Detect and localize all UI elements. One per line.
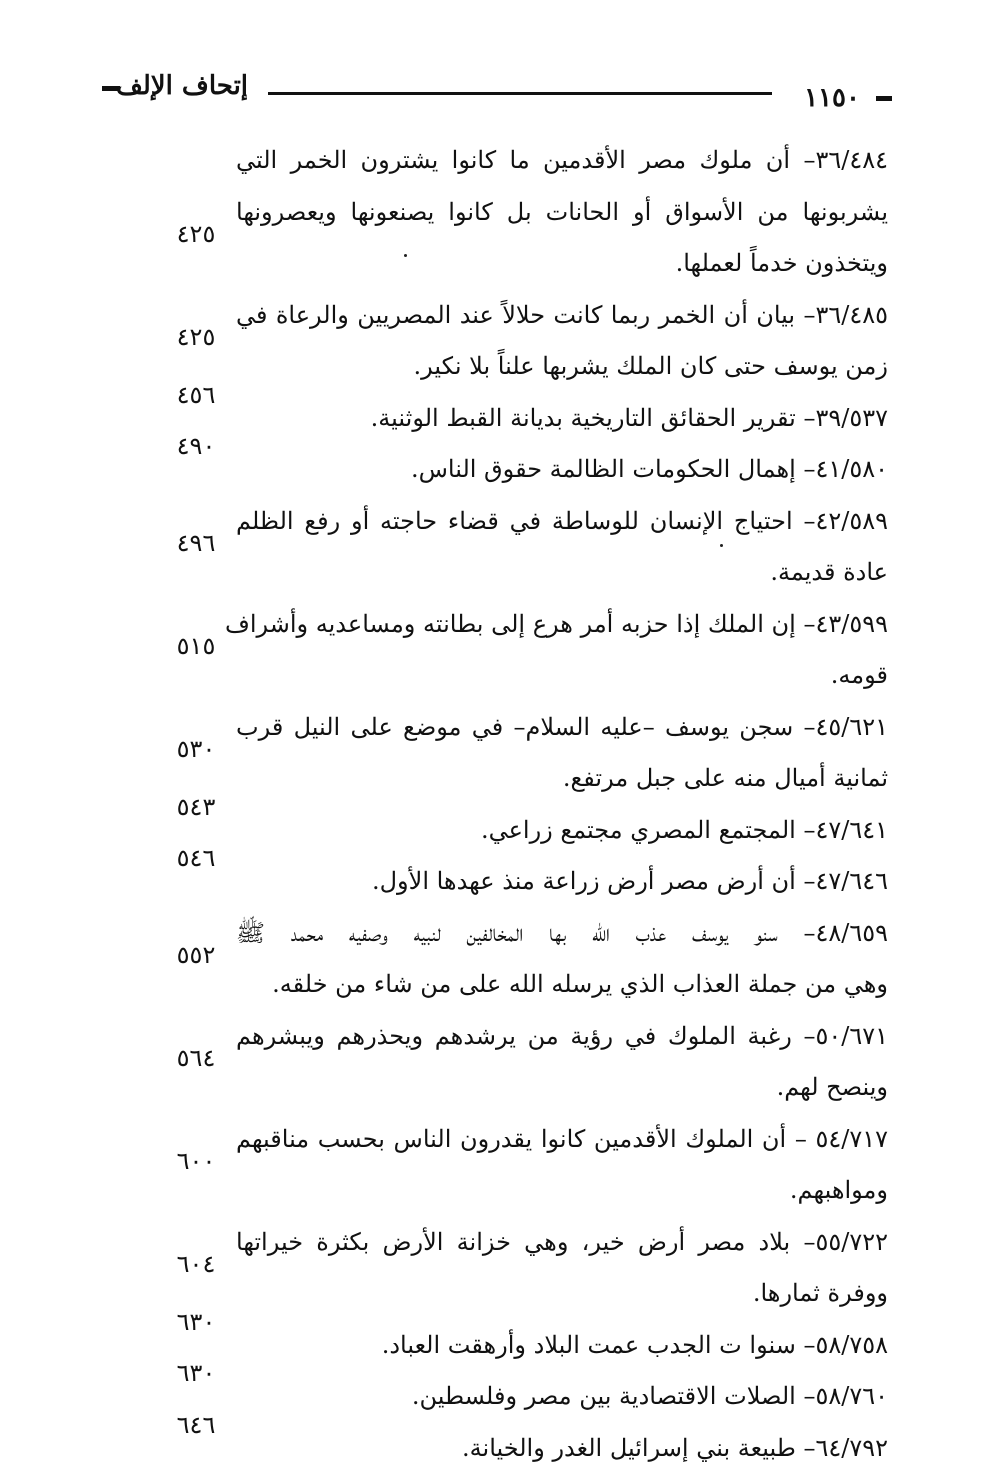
index-entry-line: زمن يوسف حتى كان الملك يشربها علناً بلا نكير. <box>413 352 888 380</box>
index-entry-line: ٤٨/٦٥٩– سنو يوسف عذب الله بها المخالفين لنبيه وصفيه محمد ﷺ <box>236 918 888 947</box>
index-entry-line: وهي من جملة العذاب الذي يرسله الله على من شاء من خلقه. <box>272 970 888 998</box>
index-entry-page-number: ٥٣٠ <box>176 735 216 763</box>
index-entry-page-number: ٦٠٠ <box>176 1147 216 1175</box>
index-entry-page-number: ٦٣٠ <box>176 1307 216 1336</box>
index-entry-line: ٤٥/٦٢١– سجن يوسف –عليه السلام– في موضع على النيل قرب <box>236 712 888 741</box>
index-entry-line: ٥٨/٧٦٠– الصلات الاقتصادية بين مصر وفلسطين. <box>411 1382 888 1410</box>
index-entry-page-number: ٤٢٥ <box>176 220 216 248</box>
header-dash-right <box>876 96 892 101</box>
index-entry-line: ٣٩/٥٣٧– تقرير الحقائق التاريخية بديانة القبط الوثنية. <box>370 403 888 432</box>
scan-speck <box>404 254 407 257</box>
index-entry-page-number: ٤٥٦ <box>176 380 216 409</box>
page-number: ١١٥٠ <box>804 83 860 113</box>
running-header-title: إتحاف الإلف <box>115 71 249 101</box>
index-entry-line: ٥٨/٧٥٨– سنوا ت الجدب عمت البلاد وأرهقت العباد. <box>381 1330 888 1359</box>
index-entry-line: قومه. <box>830 661 888 689</box>
index-entry-line: ٣٦/٤٨٥– بيان أن الخمر ربما كانت حلالاً عند المصريين والرعاة في <box>236 300 888 329</box>
index-entry-page-number: ٦٣٠ <box>176 1359 216 1387</box>
index-entry-page-number: ٤٢٥ <box>176 323 216 351</box>
index-entry-line: ٣٦/٤٨٤– أن ملوك مصر الأقدمين ما كانوا يشترون الخمر التي <box>236 146 888 174</box>
index-entry-line: ووفرة ثمارها. <box>752 1279 888 1307</box>
index-entry-line: عادة قديمة. <box>770 558 888 586</box>
index-entry-page-number: ٥٦٤ <box>176 1044 216 1072</box>
index-entry-line: ٤٢/٥٨٩– احتياج الإنسان للوساطة في قضاء حاجته أو رفع الظلم <box>236 506 889 535</box>
index-entry-line: ٥٠/٦٧١– رغبة الملوك في رؤية من يرشدهم ويحذرهم ويبشرهم <box>236 1021 888 1050</box>
index-entry-page-number: ٥١٥ <box>176 632 216 660</box>
header-rule <box>268 92 772 95</box>
index-entry-line: ويتخذون خدماً لعملها. <box>675 249 888 277</box>
index-entry-page-number: ٥٤٣ <box>176 792 216 821</box>
index-entry-line: ٤١/٥٨٠– إهمال الحكومات الظالمة حقوق الناس. <box>410 455 888 483</box>
index-entry-line: ٦٤/٧٩٢– طبيعة بني إسرائيل الغدر والخيانة. <box>462 1433 888 1462</box>
index-entry-line: ٥٥/٧٢٢– بلاد مصر أرض خير، وهي خزانة الأرض بكثرة خيراتها <box>236 1227 888 1256</box>
index-entry-line: ٤٣/٥٩٩– إن الملك إذا حزبه أمر هرع إلى بطانته ومساعديه وأشراف <box>224 609 888 638</box>
index-entry-page-number: ٥٤٦ <box>176 844 216 872</box>
index-entry-page-number: ٥٥٢ <box>176 941 216 969</box>
index-entry-page-number: ٤٩٦ <box>176 529 216 557</box>
scan-speck <box>720 544 723 547</box>
index-entry-page-number: ٦٠٤ <box>176 1250 216 1278</box>
index-entry-page-number: ٤٩٠ <box>176 432 216 460</box>
index-entry-page-number: ٦٤٦ <box>176 1410 216 1439</box>
index-entry-line: ٥٤/٧١٧ – أن الملوك الأقدمين كانوا يقدرون الناس بحسب مناقبهم <box>236 1124 888 1153</box>
index-entry-line: ومواهبهم. <box>789 1176 888 1204</box>
index-entry-line: ثمانية أميال منه على جبل مرتفع. <box>562 764 888 792</box>
index-entry-line: يشربونها من الأسواق أو الحانات بل كانوا يصنعونها ويعصرونها <box>236 197 888 226</box>
index-entry-line: وينصح لهم. <box>776 1073 888 1101</box>
index-entry-line: ٤٧/٦٤١– المجتمع المصري مجتمع زراعي. <box>480 815 888 844</box>
index-entry-line: ٤٧/٦٤٦– أن أرض مصر أرض زراعة منذ عهدها الأول. <box>371 867 888 895</box>
